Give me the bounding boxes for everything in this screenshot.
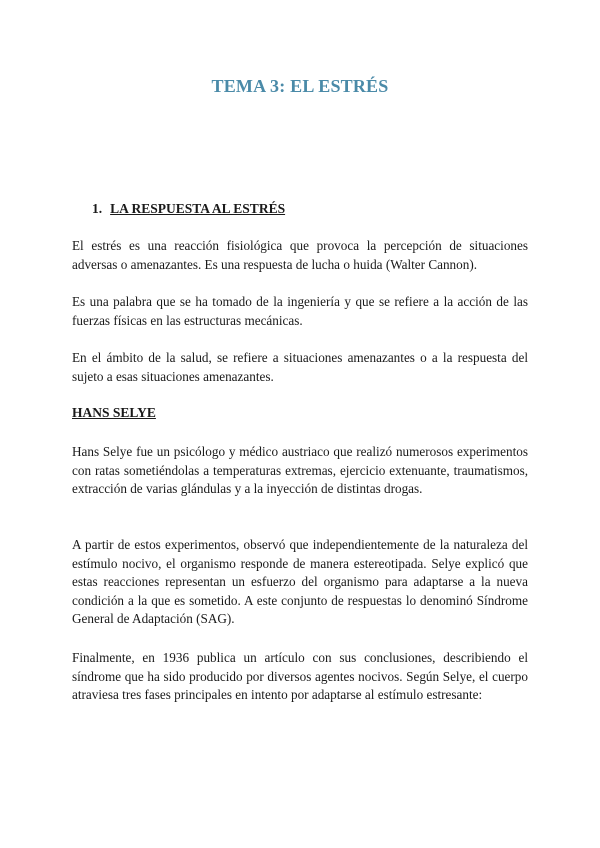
section-title: LA RESPUESTA AL ESTRÉS <box>110 201 286 216</box>
paragraph-origin: Es una palabra que se ha tomado de la ingeniería y que se refiere a la acción de las fuerzas físicas en las estructuras mecánicas. <box>72 294 528 328</box>
paragraph-selye-sag: A partir de estos experimentos, observó que independientemente de la naturaleza del estímulo nocivo, el organismo responde de manera estereotipada. Selye explicó que estas reacciones representan un esfuerzo del organismo para adaptarse a la nueva condición a la que es sometido. A este conjunto de respuestas lo denominó Síndrome General de Adaptación (SAG). <box>72 537 528 626</box>
page-title: TEMA 3: EL ESTRÉS <box>211 76 389 96</box>
section-heading <box>92 201 285 217</box>
paragraph-definition: El estrés es una reacción fisiológica que provoca la percepción de situaciones adversas o amenazantes. Es una respuesta de lucha o huida (Walter Cannon). <box>72 238 528 272</box>
section-number: 1. <box>92 201 103 216</box>
paragraph-selye-conclusions: Finalmente, en 1936 publica un artículo con sus conclusiones, describiendo el síndrome que ha sido producido por diversos agentes nocivos. Según Selye, el cuerpo atraviesa tres fases principales en intento por adaptarse al estímulo estresante: <box>72 650 528 702</box>
paragraph-health: En el ámbito de la salud, se refiere a situaciones amenazantes o a la respuesta del sujeto a esas situaciones amenazantes. <box>72 350 528 384</box>
subheading-hans-selye: HANS SELYE <box>72 405 156 420</box>
paragraph-selye-experiments: Hans Selye fue un psicólogo y médico austriaco que realizó numerosos experimentos con ratas sometiéndolas a temperaturas extremas, ejercicio extenuante, traumatismos, extracción de varias glándulas y a la inyección de distintas drogas. <box>72 444 528 496</box>
